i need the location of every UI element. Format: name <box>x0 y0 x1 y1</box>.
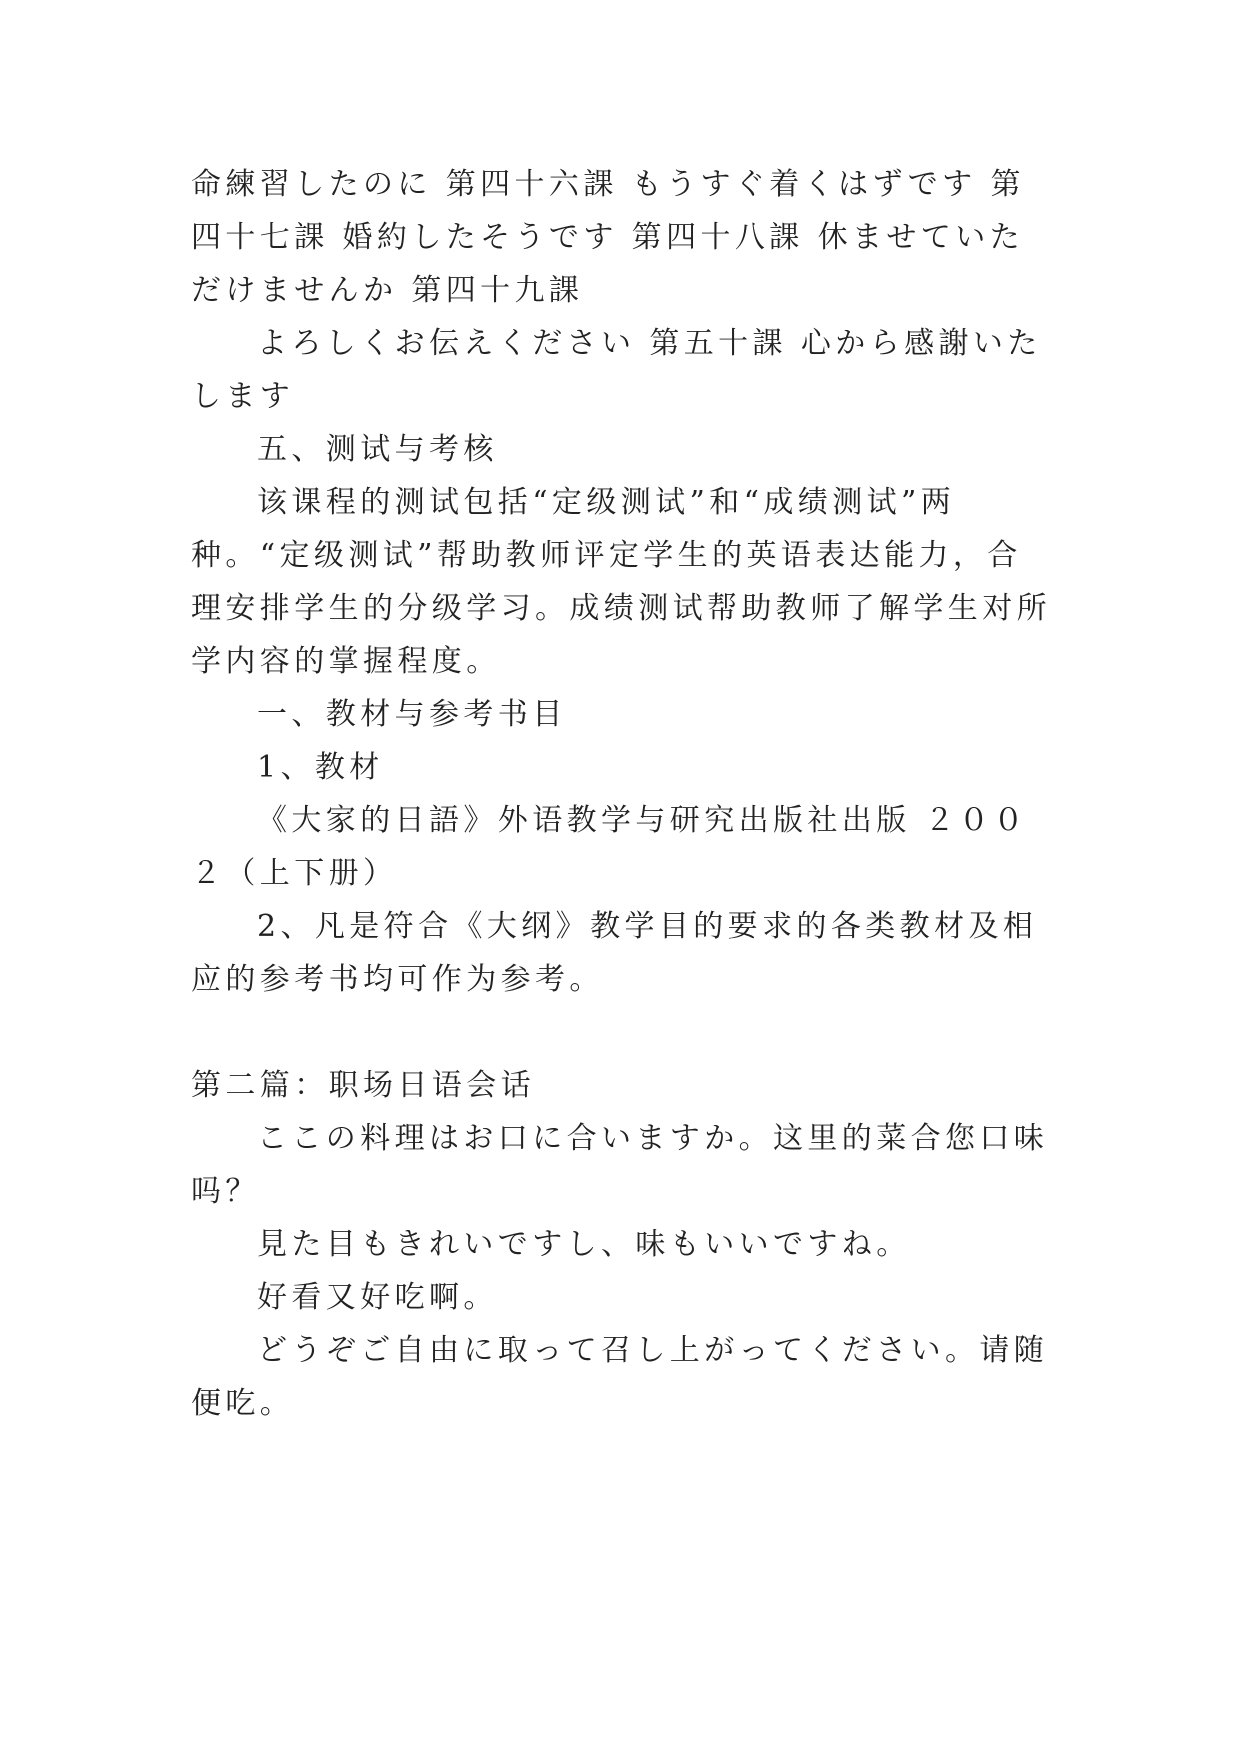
dialogue-line: 好看又好吃啊。 <box>257 1280 498 1315</box>
section-title-workplace-japanese: 第二篇：职场日语会话 <box>191 1068 535 1103</box>
paragraph-textbook-title: 《大家的日語》外语教学与研究出版社出版 ２００２（上下册） <box>191 803 1028 891</box>
paragraph-lesson-list: 命練習したのに 第四十六課 もうすぐ着くはずです 第四十七課 婚約したそうです 第四十八課 休ませていただけませんか 第四十九課 <box>191 167 1025 308</box>
paragraph-reference-books: 2、凡是符合《大纲》教学目的要求的各类教材及相应的参考书均可作为参考。 <box>191 909 1038 997</box>
dialogue-line: どうぞご自由に取って召し上がってください。请随便吃。 <box>191 1333 1049 1421</box>
section-heading-testing: 五、测试与考核 <box>257 432 498 467</box>
document-page <box>191 158 1051 1430</box>
dialogue-line: ここの料理はお口に合いますか。这里的菜合您口味吗？ <box>191 1121 1049 1209</box>
subheading-textbook: 1、教材 <box>257 750 384 785</box>
dialogue-line: 見た目もきれいですし、味もいいですね。 <box>257 1227 911 1262</box>
paragraph-lesson-list-end: よろしくお伝えください 第五十課 心から感謝いたします <box>191 326 1042 414</box>
section-heading-textbooks: 一、教材与参考书目 <box>257 697 567 732</box>
paragraph-testing-description: 该课程的测试包括“定级测试”和“成绩测试”两种。“定级测试”帮助教师评定学生的英语表达能力，合理安排学生的分级学习。成绩测试帮助教师了解学生对所学内容的掌握程度。 <box>191 485 1051 679</box>
section-gap <box>191 1006 1051 1059</box>
